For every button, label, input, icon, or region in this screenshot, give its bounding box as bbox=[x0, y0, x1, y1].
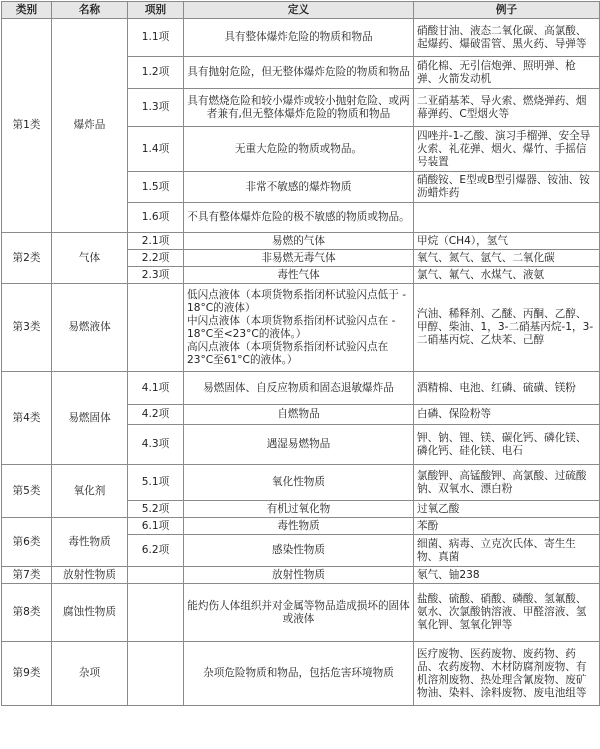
item-cell: 6.2项 bbox=[128, 535, 184, 567]
example-cell: 氯酸钾、高锰酸钾、高氯酸、过硫酸钠、双氧水、漂白粉 bbox=[414, 465, 600, 501]
definition-cell: 低闪点液体（本项货物系指闭杯试验闪点低于 - 18°C的液体） 中闪点液体（本项货物系指闭杯试验闪点在 - 18°C至<23°C的液体。） 高闪点液体（本项货物系指闭杯试验闪点在23°C至61°C的液体。） bbox=[184, 284, 414, 372]
table-row bbox=[2, 518, 600, 535]
item-cell: 1.4项 bbox=[128, 127, 184, 172]
definition-cell: 非常不敏感的爆炸物质 bbox=[184, 172, 414, 203]
definition-cell: 无重大危险的物质或物品。 bbox=[184, 127, 414, 172]
name-cell: 毒性物质 bbox=[52, 518, 128, 567]
class-cell: 第6类 bbox=[2, 518, 52, 567]
example-cell: 医疗废物、医药废物、废药物、药品、农药废物、木材防腐剂废物、有机溶剂废物、热处理含氰废物、废矿物油、染料、涂料废物、废电池组等 bbox=[414, 642, 600, 706]
example-cell: 酒精棉、电池、红磷、硫磺、镁粉 bbox=[414, 372, 600, 405]
item-cell: 2.1项 bbox=[128, 233, 184, 250]
example-cell: 四唑并-1-乙酸、演习手榴弹、安全导火索、礼花弹、烟火、爆竹、手摇信号装置 bbox=[414, 127, 600, 172]
name-cell: 爆炸品 bbox=[52, 19, 128, 233]
item-cell bbox=[128, 567, 184, 584]
example-cell: 苯酚 bbox=[414, 518, 600, 535]
definition-cell: 具有燃烧危险和较小爆炸或较小抛射危险、或两者兼有,但无整体爆炸危险的物质和物品 bbox=[184, 89, 414, 127]
item-cell: 1.2项 bbox=[128, 57, 184, 89]
item-cell: 6.1项 bbox=[128, 518, 184, 535]
table-row bbox=[2, 642, 600, 706]
item-cell: 1.1项 bbox=[128, 19, 184, 57]
name-cell: 易燃固体 bbox=[52, 372, 128, 465]
example-cell: 细菌、病毒、立克次氏体、寄生生物、真菌 bbox=[414, 535, 600, 567]
item-cell bbox=[128, 584, 184, 642]
table-row bbox=[2, 372, 600, 405]
class-cell: 第3类 bbox=[2, 284, 52, 372]
name-cell: 腐蚀性物质 bbox=[52, 584, 128, 642]
definition-cell: 氧化性物质 bbox=[184, 465, 414, 501]
header-item: 项别 bbox=[128, 2, 184, 19]
table-row bbox=[2, 19, 600, 57]
table-body bbox=[2, 19, 600, 706]
definition-cell: 自燃物品 bbox=[184, 405, 414, 425]
item-cell: 2.2项 bbox=[128, 250, 184, 267]
name-cell: 易燃液体 bbox=[52, 284, 128, 372]
class-cell: 第1类 bbox=[2, 19, 52, 233]
class-cell: 第5类 bbox=[2, 465, 52, 518]
definition-cell: 非易燃无毒气体 bbox=[184, 250, 414, 267]
name-cell: 气体 bbox=[52, 233, 128, 284]
example-cell: 硝酸铵、E型或B型引爆器、铵油、铵沥蜡炸药 bbox=[414, 172, 600, 203]
item-cell: 4.1项 bbox=[128, 372, 184, 405]
example-cell: 氧气、氮气、氩气、二氧化碳 bbox=[414, 250, 600, 267]
dangerous-goods-table bbox=[1, 1, 600, 706]
item-cell: 1.6项 bbox=[128, 203, 184, 233]
example-cell: 甲烷（CH4），氢气 bbox=[414, 233, 600, 250]
table-row bbox=[2, 584, 600, 642]
item-cell: 5.1项 bbox=[128, 465, 184, 501]
item-cell: 1.5项 bbox=[128, 172, 184, 203]
definition-cell: 毒性气体 bbox=[184, 267, 414, 284]
example-cell: 硝化棉、无引信炮弹、照明弹、枪弹、火箭发动机 bbox=[414, 57, 600, 89]
item-cell: 4.2项 bbox=[128, 405, 184, 425]
example-cell: 汽油、稀释剂、乙醚、丙酮、乙醇、甲醇、柴油、1，3-二硝基丙烷-1，3-二硝基丙烷、乙炔苯、己醇 bbox=[414, 284, 600, 372]
item-cell: 4.3项 bbox=[128, 425, 184, 465]
table-row bbox=[2, 465, 600, 501]
item-cell bbox=[128, 284, 184, 372]
definition-cell: 易燃固体、自反应物质和固态退敏爆炸品 bbox=[184, 372, 414, 405]
definition-cell: 能灼伤人体组织并对金属等物品造成损坏的固体或液体 bbox=[184, 584, 414, 642]
item-cell bbox=[128, 642, 184, 706]
table-row bbox=[2, 233, 600, 250]
item-cell: 5.2项 bbox=[128, 501, 184, 518]
definition-cell: 遇湿易燃物品 bbox=[184, 425, 414, 465]
item-cell: 1.3项 bbox=[128, 89, 184, 127]
name-cell: 放射性物质 bbox=[52, 567, 128, 584]
header-row bbox=[2, 2, 600, 19]
table-row bbox=[2, 284, 600, 372]
header-class: 类别 bbox=[2, 2, 52, 19]
header-name: 名称 bbox=[52, 2, 128, 19]
definition-cell: 有机过氧化物 bbox=[184, 501, 414, 518]
example-cell: 过氧乙酸 bbox=[414, 501, 600, 518]
class-cell: 第9类 bbox=[2, 642, 52, 706]
example-cell: 氡气、铀238 bbox=[414, 567, 600, 584]
definition-cell: 不具有整体爆炸危险的极不敏感的物质或物品。 bbox=[184, 203, 414, 233]
example-cell: 硝酸甘油、液态二氧化碳、高氯酸、起爆药、爆破雷管、黑火药、导弹等 bbox=[414, 19, 600, 57]
header-definition: 定义 bbox=[184, 2, 414, 19]
example-cell: 二亚硝基苯、导火索、燃烧弹药、烟幕弹药、C型烟火等 bbox=[414, 89, 600, 127]
class-cell: 第2类 bbox=[2, 233, 52, 284]
item-cell: 2.3项 bbox=[128, 267, 184, 284]
definition-cell: 感染性物质 bbox=[184, 535, 414, 567]
header-examples: 例子 bbox=[414, 2, 600, 19]
name-cell: 杂项 bbox=[52, 642, 128, 706]
example-cell: 盐酸、硫酸、硝酸、磷酸、氢氟酸、氨水、次氯酸钠溶液、甲醛溶液、氢氧化钾、氢氧化钾等 bbox=[414, 584, 600, 642]
class-cell: 第8类 bbox=[2, 584, 52, 642]
definition-cell: 放射性物质 bbox=[184, 567, 414, 584]
definition-cell: 易燃的气体 bbox=[184, 233, 414, 250]
definition-cell: 具有整体爆炸危险的物质和物品 bbox=[184, 19, 414, 57]
class-cell: 第4类 bbox=[2, 372, 52, 465]
definition-cell: 毒性物质 bbox=[184, 518, 414, 535]
class-cell: 第7类 bbox=[2, 567, 52, 584]
example-cell: 钾、钠、锂、镁、碳化钙、磷化镁、磷化钙、硅化镁、电石 bbox=[414, 425, 600, 465]
definition-cell: 具有抛射危险，但无整体爆炸危险的物质和物品 bbox=[184, 57, 414, 89]
example-cell: 氯气、氟气、水煤气、液氨 bbox=[414, 267, 600, 284]
definition-cell: 杂项危险物质和物品，包括危害环境物质 bbox=[184, 642, 414, 706]
example-cell bbox=[414, 203, 600, 233]
name-cell: 氧化剂 bbox=[52, 465, 128, 518]
example-cell: 白磷、保险粉等 bbox=[414, 405, 600, 425]
table-row bbox=[2, 567, 600, 584]
